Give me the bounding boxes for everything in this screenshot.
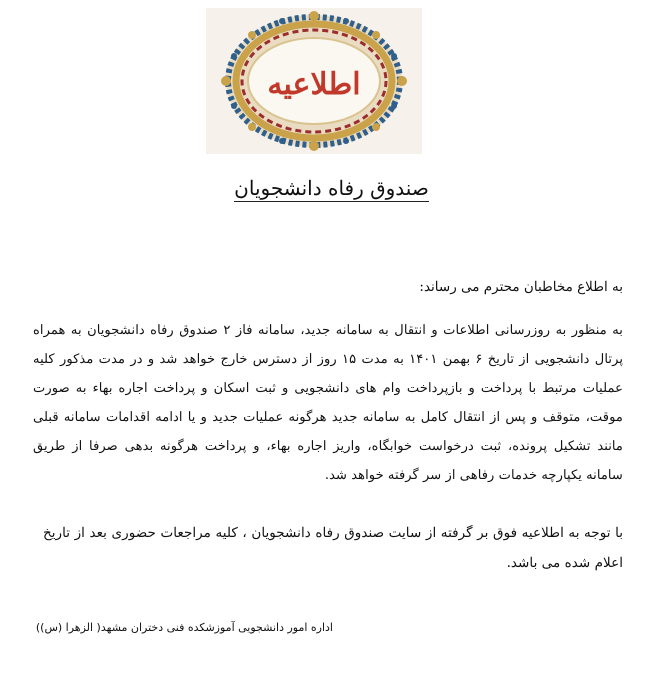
svg-text:اطلاعیه: اطلاعیه	[267, 67, 361, 102]
notice-banner-logo	[206, 8, 422, 154]
notice-paragraph-main: به منظور به روزرسانی اطلاعات و انتقال به سامانه جدید، سامانه فاز ۲ صندوق رفاه دانشجویان به همراه پرتال دانشجویی از تاریخ ۶ بهمن ۱۴۰۱ به مدت ۱۵ روز از دسترس خارج خواهد شد و در مدت مذکور کلیه عملیات مرتبط با پرداخت و بازپرداخت وام های دانشجویی و ثبت اسکان و پرداخت اجاره بهاء به صورت موقت، متوقف و پس از انتقال کامل به سامانه جدید هرگونه عملیات جدید و یا ادامه اقدامات سامانه قبلی مانند تشکیل پرونده، ثبت درخواست خوابگاه، واریز اجاره بهاء، و پرداخت هرگونه بدهی صرفا از طریق سامانه یکپارچه خدمات رفاهی از سر گرفته خواهد شد.	[33, 323, 624, 483]
signature-footer: اداره امور دانشجویی آموزشکده فنی دختران مشهد( الزهرا (س))	[35, 621, 333, 634]
greeting-line: به اطلاع مخاطبان محترم می رساند:	[419, 279, 623, 295]
notice-paragraph-followup: با توجه به اطلاعیه فوق بر گرفته از سایت صندوق رفاه دانشجویان ، کلیه مراجعات حضوری بعد از تاریخ اعلام شده می باشد.	[43, 525, 623, 571]
ornament-frame-icon	[206, 8, 422, 154]
page-title-text: صندوق رفاه دانشجویان	[234, 176, 429, 200]
page-title	[0, 172, 663, 204]
